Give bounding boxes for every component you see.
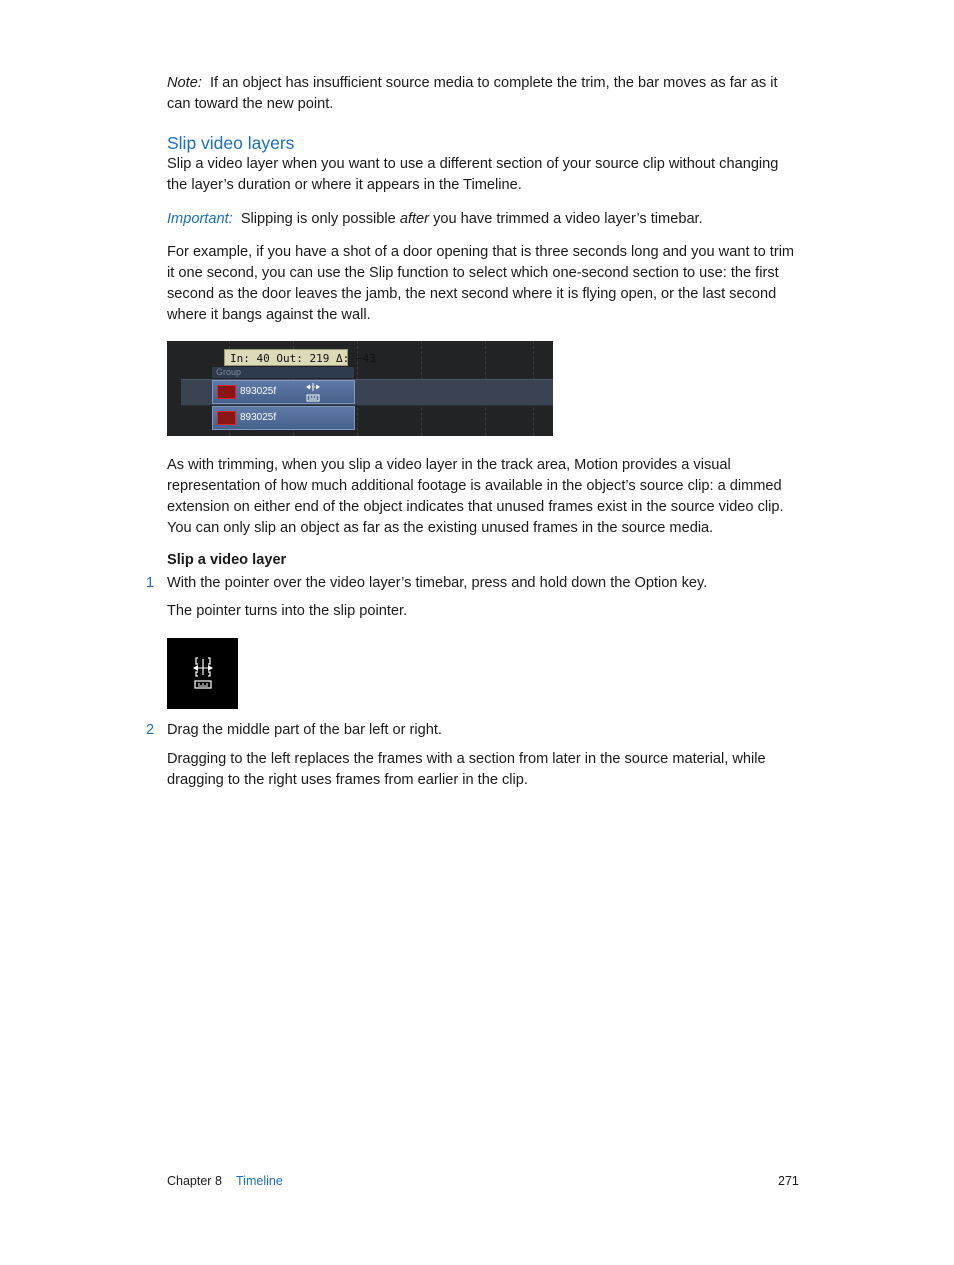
video-clip-bar[interactable] [212,406,355,430]
slip-cursor-icon [304,381,322,403]
timeline-screenshot [167,341,553,436]
group-bar[interactable]: Group [212,367,354,378]
clip-thumbnail [217,411,236,425]
clip-name: 893025f [240,412,277,423]
note-lead: Note: [167,75,202,91]
step-number: 2 [146,722,155,738]
task-title: Slip a video layer [167,552,287,568]
step-text: With the pointer over the video layer’s timebar, press and hold down the Option key. [167,575,708,591]
step-result: The pointer turns into the slip pointer. [167,603,408,619]
note-paragraph [167,73,797,115]
important-emphasis: after [399,211,430,227]
important-after: you have trimmed a video layer’s timebar. [433,211,703,227]
section-intro: Slip a video layer when you want to use a different section of your source clip without changing the layer’s duration or where it appears in the Timeline. [167,156,779,193]
footer-chapter: Chapter 8 [167,1174,222,1188]
slip-pointer-icon [192,656,214,692]
slip-tooltip: In: 40 Out: 219 Δ: −43 [224,349,348,366]
video-clip-bar[interactable] [212,380,355,404]
section-heading: Slip video layers [167,133,295,153]
important-before: Slipping is only possible [240,211,396,227]
important-paragraph [167,209,797,230]
step-number: 1 [146,575,155,591]
step-text: Drag the middle part of the bar left or right. [167,722,442,738]
note-text: If an object has insufficient source media to complete the trim, the bar moves as far as it can toward the new point. [167,75,778,112]
clip-name: 893025f [240,386,277,397]
example-paragraph: For example, if you have a shot of a door opening that is three seconds long and you want to trim it one second, you can use the Slip function to select which one-second section to use: the first second as the door leaves the jamb, the next second where it is flying open, or the last second where it bangs against the wall. [167,244,795,323]
after-figure-paragraph: As with trimming, when you slip a video layer in the track area, Motion provides a visual representation of how much additional footage is available in the object’s source clip: a dimmed extension on either end of the object indicates that unused frames exist in the source video clip. You can only slip an object as far as the existing unused frames in the source media. [167,457,784,536]
footer-chapter-link[interactable]: Timeline [236,1174,283,1188]
slip-pointer-figure [167,638,238,709]
step-result: Dragging to the left replaces the frames with a section from later in the source material, while dragging to the right uses frames from earlier in the clip. [167,751,766,788]
clip-thumbnail [217,385,236,399]
important-lead: Important: [167,211,233,227]
page-number: 271 [778,1174,799,1188]
